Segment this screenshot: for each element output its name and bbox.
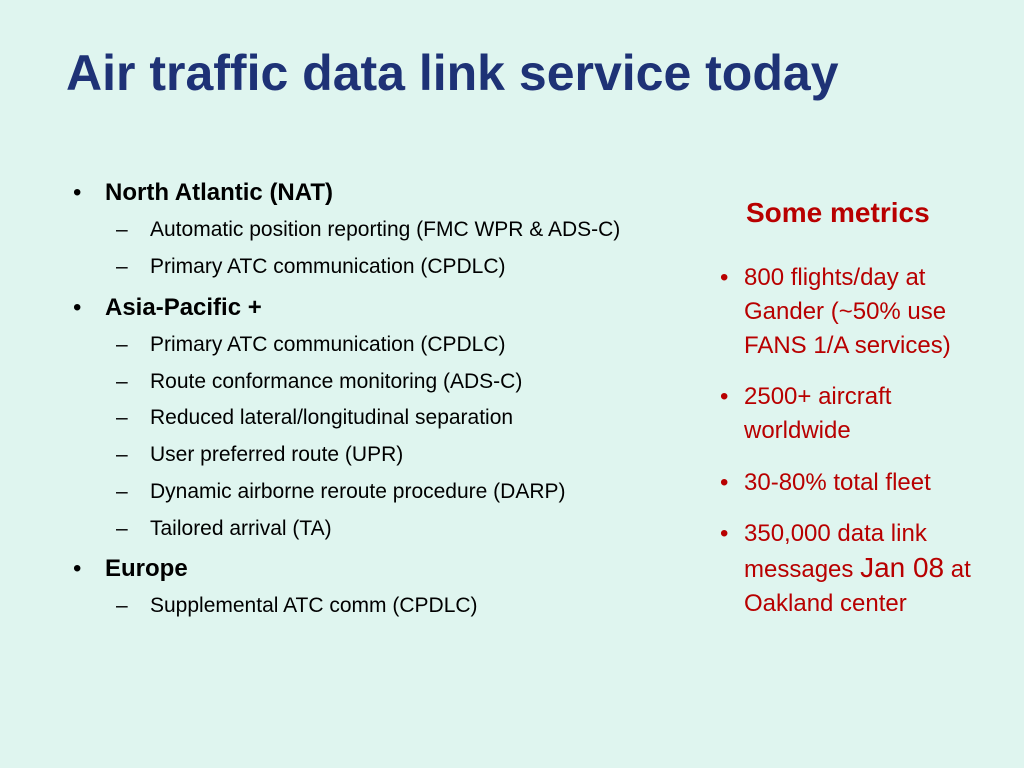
service-item-label: Tailored arrival (TA) xyxy=(150,517,332,540)
slide-title: Air traffic data link service today xyxy=(66,45,839,101)
dash-glyph: – xyxy=(116,406,128,429)
service-item xyxy=(116,594,478,618)
metric-item xyxy=(720,380,1004,448)
service-item xyxy=(116,517,332,541)
service-item-label: Supplemental ATC comm (CPDLC) xyxy=(150,594,478,617)
service-item-label: Automatic position reporting (FMC WPR & ADS-C) xyxy=(150,218,621,241)
dash-glyph: – xyxy=(116,218,128,241)
service-item xyxy=(116,218,621,242)
region-label: Asia-Pacific + xyxy=(105,294,262,321)
service-item-label: User preferred route (UPR) xyxy=(150,443,404,466)
region-bullet-nat xyxy=(73,179,333,207)
service-item xyxy=(116,333,506,357)
service-item-label: Route conformance monitoring (ADS-C) xyxy=(150,370,523,393)
region-label: North Atlantic (NAT) xyxy=(105,179,333,206)
service-item-label: Dynamic airborne reroute procedure (DARP) xyxy=(150,480,566,503)
service-item-label: Primary ATC communication (CPDLC) xyxy=(150,255,506,278)
metric-item xyxy=(720,466,1004,500)
metrics-heading: Some metrics xyxy=(746,197,930,228)
service-item xyxy=(116,406,514,430)
metric-text-emphasis: Jan 08 xyxy=(860,552,945,583)
region-bullet-asia-pacific xyxy=(73,294,262,322)
bullet-glyph: • xyxy=(720,264,729,291)
dash-glyph: – xyxy=(116,255,128,278)
region-label: Europe xyxy=(105,555,188,582)
metric-text-post: at Oakland center xyxy=(744,556,971,617)
bullet-glyph: • xyxy=(720,383,729,410)
service-item xyxy=(116,443,404,467)
dash-glyph: – xyxy=(116,370,128,393)
bullet-glyph: • xyxy=(720,469,729,496)
dash-glyph: – xyxy=(116,480,128,503)
service-item-label: Reduced lateral/longitudinal separation xyxy=(150,406,514,429)
metric-text: 800 flights/day at Gander (~50% use FANS 1/A services) xyxy=(744,264,951,359)
dash-glyph: – xyxy=(116,594,128,617)
region-bullet-europe xyxy=(73,555,188,583)
bullet-glyph: • xyxy=(720,520,729,547)
metric-item xyxy=(720,517,1004,621)
dash-glyph: – xyxy=(116,517,128,540)
bullet-glyph: • xyxy=(73,555,82,582)
metric-text: 2500+ aircraft worldwide xyxy=(744,383,892,444)
metric-text-pre: 350,000 data link messages xyxy=(744,520,927,583)
bullet-glyph: • xyxy=(73,294,82,321)
metric-item xyxy=(720,261,1004,363)
service-item-label: Primary ATC communication (CPDLC) xyxy=(150,333,506,356)
service-item xyxy=(116,480,566,504)
dash-glyph: – xyxy=(116,443,128,466)
service-item xyxy=(116,255,506,279)
dash-glyph: – xyxy=(116,333,128,356)
bullet-glyph: • xyxy=(73,179,82,206)
service-item xyxy=(116,370,523,394)
metric-text: 30-80% total fleet xyxy=(744,469,931,496)
